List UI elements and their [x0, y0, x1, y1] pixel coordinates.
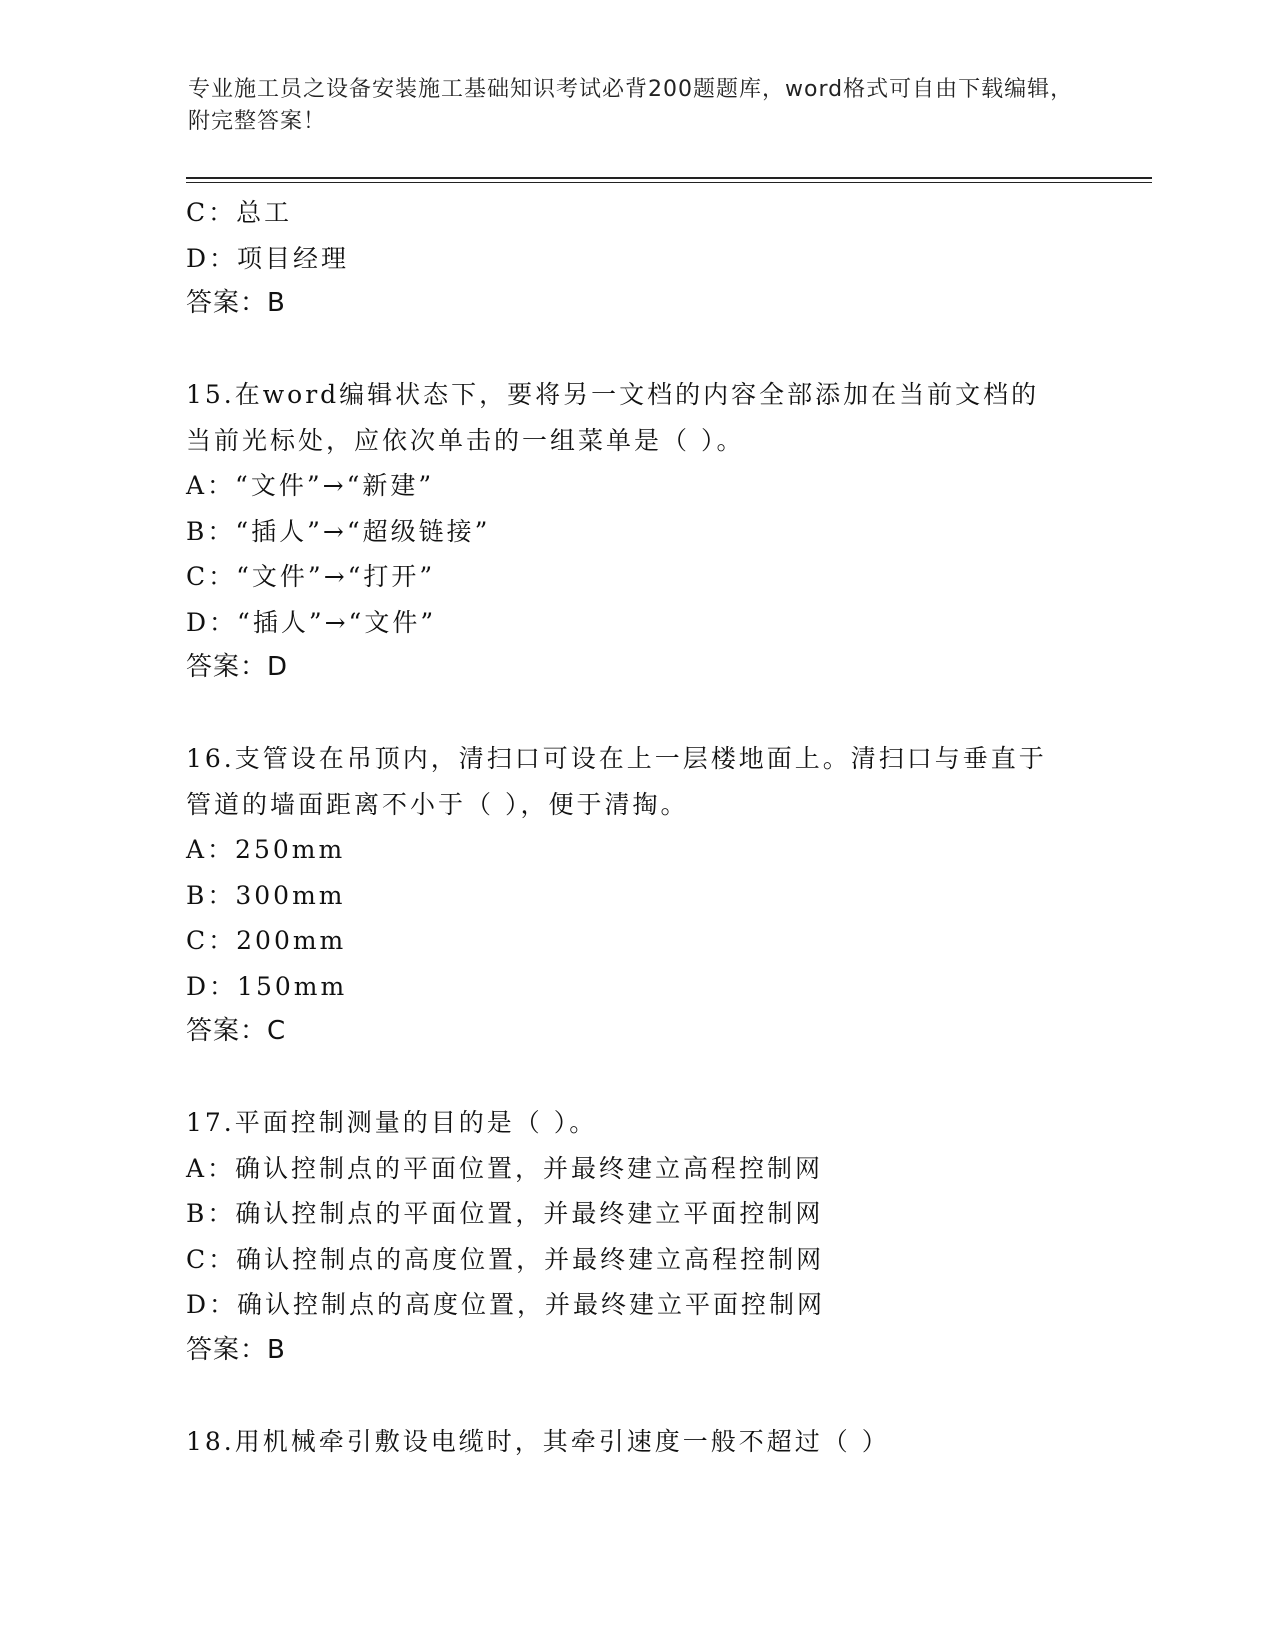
option-line: D：150mm — [186, 971, 348, 1001]
option-line: D：“插人”→“文件” — [186, 607, 437, 637]
spacer — [186, 1055, 1106, 1101]
header-divider-thick — [186, 177, 1152, 179]
question-text: 18.用机械牵引敷设电缆时，其牵引速度一般不超过（ ） — [186, 1426, 890, 1456]
answer-line: 答案：B — [186, 288, 286, 318]
question-list — [186, 190, 1106, 1464]
spacer — [186, 327, 1106, 373]
option-line: A：“文件”→“新建” — [186, 471, 435, 500]
option-line: B：“插人”→“超级链接” — [186, 516, 491, 546]
question-text: 15.在word编辑状态下，要将另一文档的内容全部添加在当前文档的 — [186, 380, 1040, 409]
page-header: 专业施工员之设备安装施工基础知识考试必背200题题库，word格式可自由下载编辑，附完整答案！ — [188, 77, 1074, 134]
option-line: B：确认控制点的平面位置，并最终建立平面控制网 — [186, 1199, 824, 1228]
question-text: 当前光标处，应依次单击的一组菜单是（ ）。 — [186, 425, 745, 455]
answer-line: 答案：D — [186, 652, 289, 682]
spacer — [186, 691, 1106, 737]
option-line: C：总工 — [186, 198, 293, 227]
option-line: A：250mm — [186, 835, 346, 864]
answer-line: 答案：B — [186, 1334, 286, 1365]
option-line: C：“文件”→“打开” — [186, 562, 436, 591]
option-line: D：项目经理 — [186, 243, 350, 273]
option-line: B：300mm — [186, 880, 346, 910]
option-line: A：确认控制点的平面位置，并最终建立高程控制网 — [186, 1153, 824, 1183]
option-line: C：200mm — [186, 926, 347, 955]
answer-line: 答案：C — [186, 1016, 287, 1046]
option-line: C：确认控制点的高度位置，并最终建立高程控制网 — [186, 1244, 825, 1274]
spacer — [186, 1373, 1106, 1419]
question-text: 17.平面控制测量的目的是（ ）。 — [186, 1108, 598, 1137]
option-line: D：确认控制点的高度位置，并最终建立平面控制网 — [186, 1290, 826, 1319]
question-text: 管道的墙面距离不小于（ ），便于清掏。 — [186, 789, 689, 819]
question-text: 16.支管设在吊顶内，清扫口可设在上一层楼地面上。清扫口与垂直于 — [186, 744, 1047, 773]
header-divider-thin — [186, 182, 1152, 183]
